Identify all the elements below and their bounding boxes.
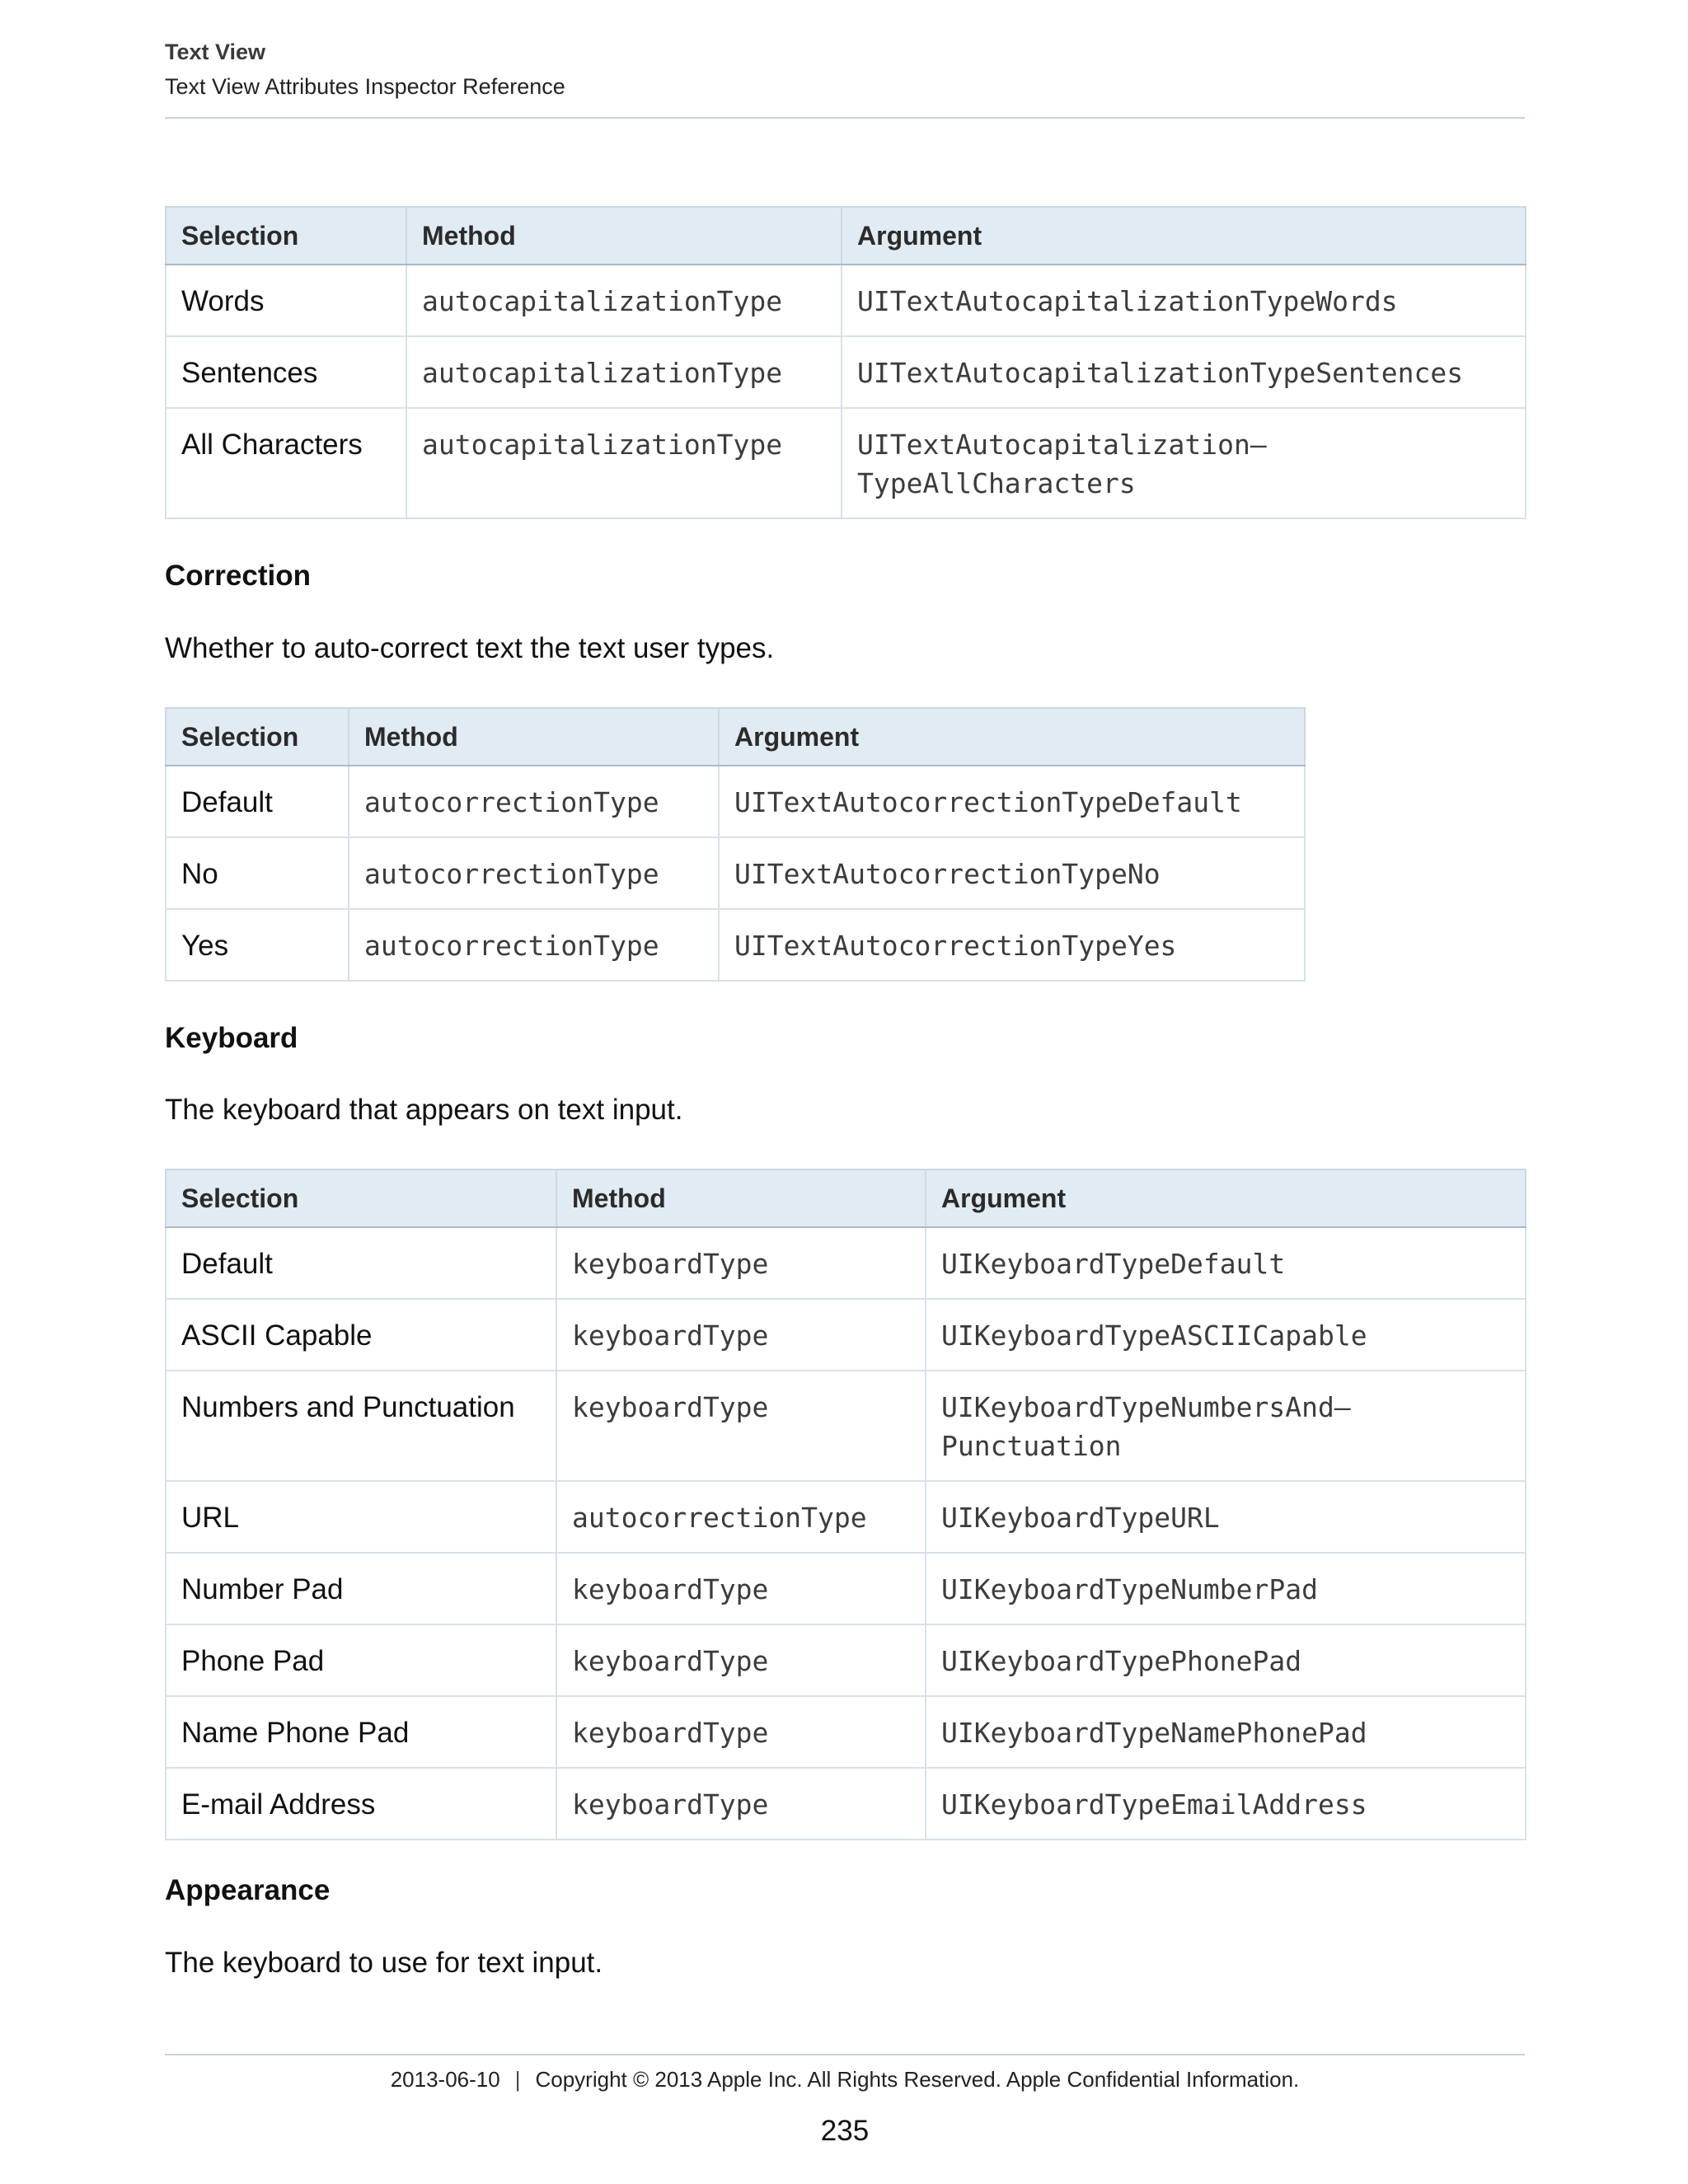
table-row — [166, 1299, 1526, 1371]
table-row — [166, 336, 1526, 408]
selection-cell: Default — [166, 1227, 556, 1299]
argument-cell: UITextAutocapitalizationTypeWords — [842, 265, 1526, 336]
table-row — [166, 1553, 1526, 1624]
selection-cell: Name Phone Pad — [166, 1696, 556, 1768]
table-header-row — [166, 207, 1526, 265]
method-cell: keyboardType — [556, 1624, 926, 1696]
footer-divider — [165, 2054, 1525, 2055]
method-cell: keyboardType — [556, 1553, 926, 1624]
footer-copyright: Copyright © 2013 Apple Inc. All Rights Reserved. Apple Confidential Information. — [535, 2067, 1300, 2092]
argument-cell: UITextAutocorrectionTypeYes — [719, 909, 1305, 981]
column-header-selection: Selection — [166, 708, 349, 766]
table-row — [166, 265, 1526, 336]
column-header-argument: Argument — [719, 708, 1305, 766]
appearance-description: The keyboard to use for text input. — [165, 1947, 603, 1979]
method-cell: autocapitalizationType — [406, 408, 842, 518]
argument-line: UIKeyboardTypeNumbersAnd– — [941, 1391, 1351, 1423]
argument-line: Punctuation — [941, 1430, 1122, 1462]
argument-cell: UIKeyboardTypeURL — [926, 1481, 1526, 1553]
method-cell: keyboardType — [556, 1768, 926, 1840]
correction-table — [165, 707, 1306, 982]
argument-line: TypeAllCharacters — [857, 467, 1136, 499]
method-cell: keyboardType — [556, 1227, 926, 1299]
keyboard-table — [165, 1169, 1526, 1840]
column-header-argument: Argument — [926, 1169, 1526, 1227]
method-cell: autocapitalizationType — [406, 265, 842, 336]
keyboard-description: The keyboard that appears on text input. — [165, 1094, 683, 1126]
method-cell: autocapitalizationType — [406, 336, 842, 408]
method-cell: autocorrectionType — [556, 1481, 926, 1553]
argument-cell: UIKeyboardTypeNumberPad — [926, 1553, 1526, 1624]
method-cell: keyboardType — [556, 1299, 926, 1371]
column-header-selection: Selection — [166, 207, 406, 265]
argument-cell: UIKeyboardTypeDefault — [926, 1227, 1526, 1299]
argument-line: UITextAutocapitalization– — [857, 429, 1267, 461]
argument-cell: UIKeyboardTypeEmailAddress — [926, 1768, 1526, 1840]
selection-cell: Sentences — [166, 336, 406, 408]
appearance-heading: Appearance — [165, 1874, 331, 1906]
column-header-method: Method — [406, 207, 842, 265]
selection-cell: ASCII Capable — [166, 1299, 556, 1371]
footer-separator: | — [514, 2067, 521, 2092]
table-header-row — [166, 1169, 1526, 1227]
section-subtitle: Text View Attributes Inspector Reference — [165, 74, 565, 99]
selection-cell: All Characters — [166, 408, 406, 518]
argument-cell — [842, 408, 1526, 518]
selection-cell: Numbers and Punctuation — [166, 1371, 556, 1481]
table-row — [166, 909, 1305, 981]
selection-cell: E-mail Address — [166, 1768, 556, 1840]
table-row — [166, 1481, 1526, 1553]
chapter-title: Text View — [165, 40, 266, 64]
capitalization-table — [165, 206, 1526, 519]
page-header — [165, 38, 1525, 119]
column-header-selection: Selection — [166, 1169, 556, 1227]
selection-cell: Default — [166, 766, 349, 837]
correction-heading: Correction — [165, 560, 311, 592]
table-row — [166, 837, 1305, 909]
argument-cell — [926, 1371, 1526, 1481]
keyboard-heading: Keyboard — [165, 1022, 298, 1054]
table-row — [166, 1768, 1526, 1840]
selection-cell: Number Pad — [166, 1553, 556, 1624]
selection-cell: No — [166, 837, 349, 909]
selection-cell: Words — [166, 265, 406, 336]
column-header-method: Method — [349, 708, 719, 766]
page-number: 235 — [820, 2115, 870, 2147]
argument-cell: UITextAutocapitalizationTypeSentences — [842, 336, 1526, 408]
column-header-argument: Argument — [842, 207, 1526, 265]
argument-cell: UIKeyboardTypeNamePhonePad — [926, 1696, 1526, 1768]
correction-description: Whether to auto-correct text the text user types. — [165, 632, 775, 664]
footer-date: 2013-06-10 — [390, 2067, 500, 2092]
method-cell: autocorrectionType — [349, 837, 719, 909]
table-row — [166, 408, 1526, 518]
method-cell: keyboardType — [556, 1696, 926, 1768]
table-row — [166, 1227, 1526, 1299]
argument-cell: UITextAutocorrectionTypeDefault — [719, 766, 1305, 837]
table-row — [166, 1696, 1526, 1768]
method-cell: autocorrectionType — [349, 766, 719, 837]
selection-cell: Phone Pad — [166, 1624, 556, 1696]
method-cell: keyboardType — [556, 1371, 926, 1481]
selection-cell: Yes — [166, 909, 349, 981]
table-row — [166, 1371, 1526, 1481]
argument-cell: UIKeyboardTypePhonePad — [926, 1624, 1526, 1696]
method-cell: autocorrectionType — [349, 909, 719, 981]
table-header-row — [166, 708, 1305, 766]
argument-cell: UIKeyboardTypeASCIICapable — [926, 1299, 1526, 1371]
argument-cell: UITextAutocorrectionTypeNo — [719, 837, 1305, 909]
column-header-method: Method — [556, 1169, 926, 1227]
selection-cell: URL — [166, 1481, 556, 1553]
page-footer — [165, 2067, 1525, 2093]
table-row — [166, 766, 1305, 837]
table-row — [166, 1624, 1526, 1696]
